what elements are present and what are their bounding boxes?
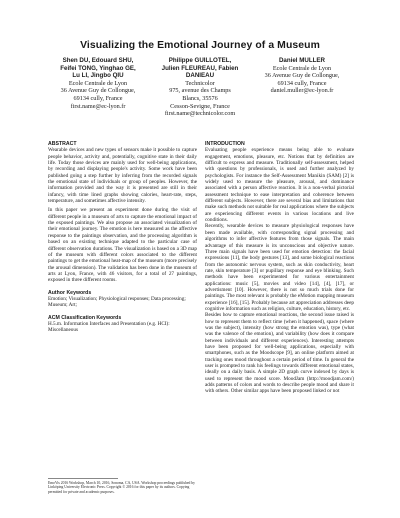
affiliation-line: 975, avenue des Champs	[169, 87, 231, 95]
author-group-2	[148, 57, 252, 118]
affiliation-line: Cesson-Sevigne, France	[170, 102, 230, 110]
affiliation-line: 69134 cully, France	[277, 79, 327, 87]
affiliation-line: 36 Avenue Guy de Collongue,	[60, 87, 136, 95]
affiliation-line: Ecole Centrale de Lyon	[272, 64, 332, 72]
author-names-line: Lu LI, Jingbo QIU	[72, 72, 124, 80]
affiliation-line: 69134 cully, France	[73, 94, 123, 102]
footer-text: EmoVis 2016 Workshop, March 10, 2016, Sonoma, CA, USA. Workshop proceedings published by Linköping University Electronic Press. Copyright © 2016 for this paper by its authors. Copying permitted for private and academic purposes.	[48, 480, 195, 494]
author-names-line: Daniel MULLER	[278, 57, 326, 64]
author-email: first.name@technicolor.com	[164, 110, 236, 118]
author-group-3	[252, 57, 352, 95]
footer-rule	[48, 478, 118, 479]
paper-title: Visualizing the Emotional Journey of a Museum	[80, 40, 320, 51]
right-column	[205, 141, 354, 395]
introduction-heading: INTRODUCTION	[205, 141, 245, 147]
affiliation-line: Technicolor	[185, 79, 215, 87]
author-group-1	[48, 57, 148, 110]
author-email: first.name@ec-lyon.fr	[70, 102, 126, 110]
affiliation-line: Blancs, 35576	[182, 94, 218, 102]
copyright-footer	[48, 478, 197, 494]
keywords-heading: Author Keywords	[48, 289, 92, 296]
author-names-line: DANIEAU	[185, 72, 215, 80]
author-names-line: Shen DU, Edouard SHU,	[62, 57, 134, 64]
author-names-line: Julien FLEUREAU, Fabien	[161, 64, 239, 72]
abstract-heading: ABSTRACT	[48, 141, 77, 147]
left-column	[48, 141, 197, 334]
introduction-paragraph: Besides how to capture emotional reactions, the second issue raised is how to represent them to reflect time (when it happened), space (where was the subject), intensity (how strong the emotion was), type (what was the valence of the emotion), and variability (how does it compare between individuals and different experiences). Interesting attempts have been proposed for well-being applications, especially with smartphones, such as the Moodscope [9], an online platform aimed at tracking ones mood throughout a certain period of time. In general the user is prompted to rank his feelings towards different emotional states, ideally on a daily basis. A simple 2D graph curve indexed by days is used to represent the mood score. MoodJam (http://moodjam.com/) adds patterns of colors and words to describe people mood and share it with others. Other similar apps have been proposed linked or not	[205, 312, 354, 395]
introduction-paragraph: Evaluating people experience means being able to evaluate engagement, emotions, pleasure, etc. Notions that by definition are difficult to express and measure. Traditionally self-assessment, helped with questions by professionals, is used and further analyzed by psychologists. For instance the Self-Assessment Manikin (SAM) [2] is widely used to measure the pleasure, arousal, and dominance associated with a person affective reaction. It is a non-verbal pictorial assessment technique to ease interpretation and coherence between different subjects. However, there are several bias and limitations that make such methods not suitable for real applications where the subjects are experiencing different events in various locations and live conditions.	[205, 147, 354, 224]
introduction-paragraph: Recently, wearable devices to measure physiological responses have been made available, with corresponding signal processing and algorithms to infer affective features from those signals. The main advantage of this measure is its unconscious and objective nature. Three main signals have been used for emotion detection: the facial expressions [11], the body gestures [13], and some biological reactions from the autonomic nervous system, such as skin conductivity, heart rate, skin temperature [3] or pupillary response and eye blinking. Such methods have been experimented for various entertainment applications: music [5], movies and video [14], [4], [17], or advertisment [10]. However, there is not so much trials done for paintings. The most relevant is probably the eMotion mapping museum experience [16], [15]. Probably because art appreciation addresses deep cognitive information such as religion, culture, education, history, etc.	[205, 223, 354, 312]
author-email: daniel.muller@ec-lyon.fr	[270, 87, 334, 95]
abstract-paragraph: In this paper we present an experiment done during the visit of different people in a museum of arts to capture the emotional impact of the exposed paintings. We also propose an associated visualization of their emotional journey. The emotion is here measured as the affective response to the paintings observation, and the processing algorithm is based on an existing technique adapted to the particular case of different observation durations. The visualization is based on a 3D map of the museum with different colors associated to the different paintings to get the emotional heat-map of the museum (more precisely the arousal dimension). The validation has been done in the museum of arts at Lyon, France, with 46 visitors, for a total of 27 paintings, exposed in three different rooms.	[48, 207, 197, 284]
classification-heading: ACM Classification Keywords	[48, 314, 122, 321]
classification-text: H.5.m. Information Interfaces and Presentation (e.g. HCI): Miscellaneous	[48, 320, 170, 334]
affiliation-line: 36 Avenue Guy de Collongue,	[264, 72, 340, 80]
affiliation-line: Ecole Centrale de Lyon	[68, 79, 128, 87]
keywords-text: Emotion; Visualization; Physiological responses; Data processing; Museum; Art;	[48, 295, 186, 309]
abstract-paragraph: Wearable devices and new types of sensors make it possible to capture people behavior, activity and, potentially, cognitive state in their daily life. Today those devices are mainly used for well-being applications, by recording and displaying people's activity. Some work have been published going a step further by inferring from the recorded signals the emotional state of individuals or group of peoples. However, the information provided and the way it is presented are still in their infancy, with time lined graphs showing calories, heart-rate, steps, temperature, and sometimes affective intensity.	[48, 147, 197, 205]
author-names-line: Philippe GUILLOTEL,	[168, 57, 232, 64]
author-names-line: Feifei TONG, Yinghao GE,	[60, 64, 136, 72]
